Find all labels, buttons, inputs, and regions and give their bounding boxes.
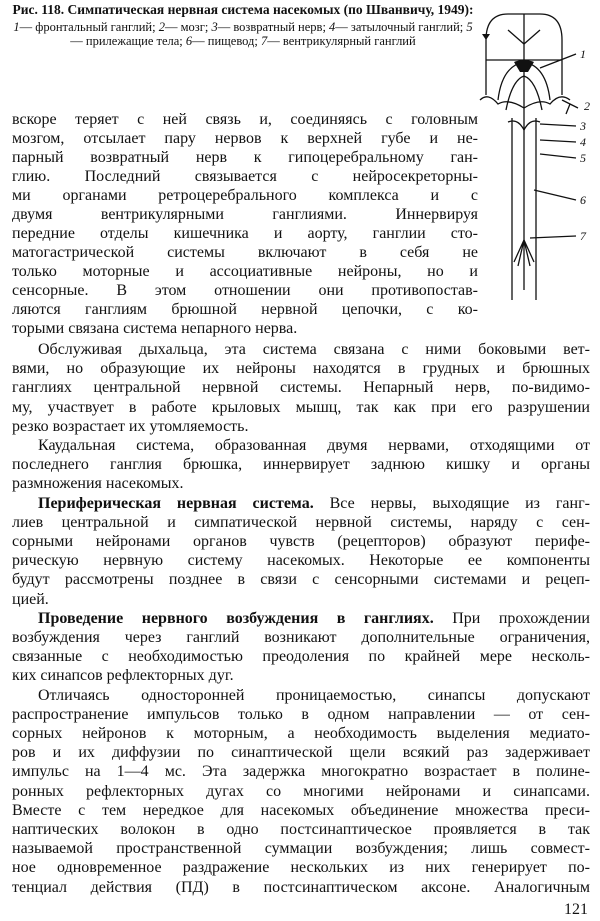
text-line — [12, 319, 478, 338]
text-line — [12, 858, 590, 877]
text-line — [12, 262, 478, 281]
line-text: рическую нервную систему насекомых. Некоторые ее компоненты — [12, 552, 590, 570]
text-line — [12, 551, 590, 570]
line-text: возбуждения через ганглий возникают дополнительные ограничения, — [12, 629, 590, 647]
line-text: Каудальная система, образованная двумя нервами, отходящими от — [38, 437, 590, 455]
text-line — [12, 839, 590, 858]
legend-text: — возвратный нерв; — [217, 20, 330, 34]
line-text: матогастрической системы включают в себя не — [12, 244, 478, 261]
line-text: парный возвратный нерв к гипоцеребральному ган- — [12, 149, 478, 166]
figure-caption-title: Рис. 118. Симпатическая нервная система насекомых (по Шванвичу, 1949): — [12, 2, 474, 17]
text-line — [12, 532, 590, 551]
text-line — [12, 782, 590, 801]
text-line — [12, 743, 590, 762]
text-line — [12, 609, 590, 628]
line-text: Все нервы, выходящие из ганг- — [313, 494, 590, 512]
line-text: ких синапсов рефлекторных дуг. — [12, 667, 234, 685]
line-text: Обслуживая дыхальца, эта система связана с ними боковыми вет- — [38, 341, 590, 358]
figure-label-7: 7 — [580, 229, 586, 243]
legend-text: — пищевод; — [192, 34, 261, 48]
text-line — [12, 494, 590, 513]
text-line — [12, 129, 478, 148]
line-text: ганглиях центральной нервной системы. Непарный нерв, по-видимо- — [12, 379, 590, 397]
section-heading: Периферическая нервная система. — [38, 494, 314, 512]
line-text: торыми связана система непарного нерва. — [12, 320, 298, 337]
text-line — [12, 167, 478, 186]
text-line — [12, 417, 590, 436]
text-line — [12, 243, 478, 262]
page-number: 121 — [564, 901, 588, 918]
text-line — [12, 570, 590, 589]
text-line — [12, 110, 478, 129]
legend-number: 5 — [466, 20, 473, 34]
text-line — [12, 186, 478, 205]
legend-text: — вентрикулярный ганглий — [267, 34, 416, 48]
body-text — [12, 340, 590, 897]
line-text: только моторные и ассоциативные нейроны, но и — [12, 263, 478, 280]
text-line — [12, 762, 590, 781]
line-text: сенсорные. В этом отношении они противопостав- — [12, 282, 478, 299]
line-text: ми органами ретроцеребрального комплекса и с — [12, 187, 478, 204]
legend-number: 6 — [185, 34, 193, 48]
legend-text: — фронтальный ганглий; — [19, 20, 159, 34]
text-line — [12, 724, 590, 743]
line-text: сорных нейронов к моторным, а необходимость выделения медиато- — [12, 725, 590, 743]
text-line — [12, 205, 478, 224]
text-line — [12, 398, 590, 417]
line-text: При прохождении — [433, 609, 590, 627]
legend-number: 7 — [260, 34, 268, 48]
legend-text: — затылочный ганглий; — [335, 20, 467, 34]
text-line — [12, 686, 590, 705]
text-line — [12, 378, 590, 397]
text-line — [12, 474, 590, 493]
line-text: наптических волокон в одно постсинаптическое проявляется в так — [12, 821, 590, 839]
line-text: ное одновременное раздражение нескольких из них генерирует по- — [12, 859, 590, 877]
legend-text: — прилежащие тела; — [70, 34, 186, 48]
line-text: распространение импульсов только в одном направлении — от сен- — [12, 705, 590, 723]
line-text: называемой пространственной суммации возбуждения; лишь совмест- — [12, 840, 590, 858]
line-text: му, участвует в работе крыловых мышц, так как при его разрушении — [12, 398, 590, 416]
line-text: ляются ганглиям брюшной нервной цепочки, с ко- — [12, 301, 478, 318]
line-text: вскоре теряет с ней связь и, соединяясь с головным — [12, 111, 478, 128]
line-text: мозгом, отсылает пару нервов к верхней губе и не- — [12, 130, 478, 147]
line-text: глию. Последний связывается с нейросекреторны- — [12, 168, 478, 185]
line-text: передние отделы кишечника и аорту, ганглии сто- — [12, 225, 478, 242]
legend-number: 1 — [13, 20, 20, 34]
line-text: последнего ганглия брюшка, иннервирует заднюю кишку и органы — [12, 456, 590, 474]
text-line — [12, 281, 478, 300]
line-text: ров и их диффузии по синаптической щели всякий раз задерживает — [12, 744, 590, 762]
text-line — [12, 666, 590, 685]
figure-label-3: 3 — [580, 119, 586, 133]
text-line — [12, 513, 590, 532]
figure-label-6: 6 — [580, 193, 586, 207]
line-text: сорными нейронами органов чувств (рецепторов) образуют перифе- — [12, 533, 590, 551]
line-text: размножения насекомых. — [12, 475, 184, 493]
text-line — [12, 359, 590, 378]
text-line — [12, 436, 590, 455]
figure-caption — [10, 2, 476, 48]
line-text: вями, но образующие их нейроны находятся в грудных и брюшных — [12, 360, 590, 378]
legend-number: 4 — [329, 20, 336, 34]
text-line — [12, 224, 478, 243]
legend-text: — мозг; — [164, 20, 212, 34]
text-line — [12, 148, 478, 167]
text-line — [12, 705, 590, 724]
legend-number: 3 — [211, 20, 218, 34]
line-text: Отличаясь односторонней проницаемостью, синапсы допускают — [38, 686, 590, 704]
text-line — [12, 820, 590, 839]
text-line — [12, 590, 590, 609]
text-line — [12, 300, 478, 319]
legend-number: 2 — [158, 20, 165, 34]
line-text: будут рассмотрены позднее в связи с сенсорными системами и рецеп- — [12, 571, 590, 589]
line-text: тенциал действия (ПД) в постсинаптическом аксоне. Аналогичным — [12, 878, 590, 896]
line-text: связанные с необходимостью преодоления по крайней мере несколь- — [12, 648, 590, 666]
line-text: ронных рефлекторных дугах со многими нейронами и синапсами. — [12, 782, 590, 800]
line-text: Вместе с тем нередкое для насекомых объединение множества преси- — [12, 801, 590, 819]
text-line — [12, 628, 590, 647]
sympathetic-nervous-system-figure — [478, 0, 600, 300]
figure-label-4: 4 — [580, 135, 586, 149]
text-line — [12, 647, 590, 666]
line-text: импульс на 1—4 мс. Эта задержка многократно возрастает в полине- — [12, 763, 590, 781]
text-line — [12, 878, 590, 897]
figure-label-2: 2 — [584, 99, 590, 113]
figure-legend — [10, 20, 476, 48]
body-text-wrapped — [12, 110, 478, 338]
figure-label-5: 5 — [580, 151, 586, 165]
text-line — [12, 340, 590, 359]
line-text: цией. — [12, 590, 49, 608]
line-text: двумя вентрикулярными ганглиями. Иннервируя — [12, 206, 478, 223]
text-line — [12, 801, 590, 820]
text-line — [12, 455, 590, 474]
section-heading: Проведение нервного возбуждения в ганглиях. — [38, 609, 434, 627]
line-text: резко возрастает их утомляемость. — [12, 417, 249, 435]
figure-label-1: 1 — [580, 47, 586, 61]
line-text: лиев центральной и симпатической нервной системы, наряду с сен- — [12, 513, 590, 531]
